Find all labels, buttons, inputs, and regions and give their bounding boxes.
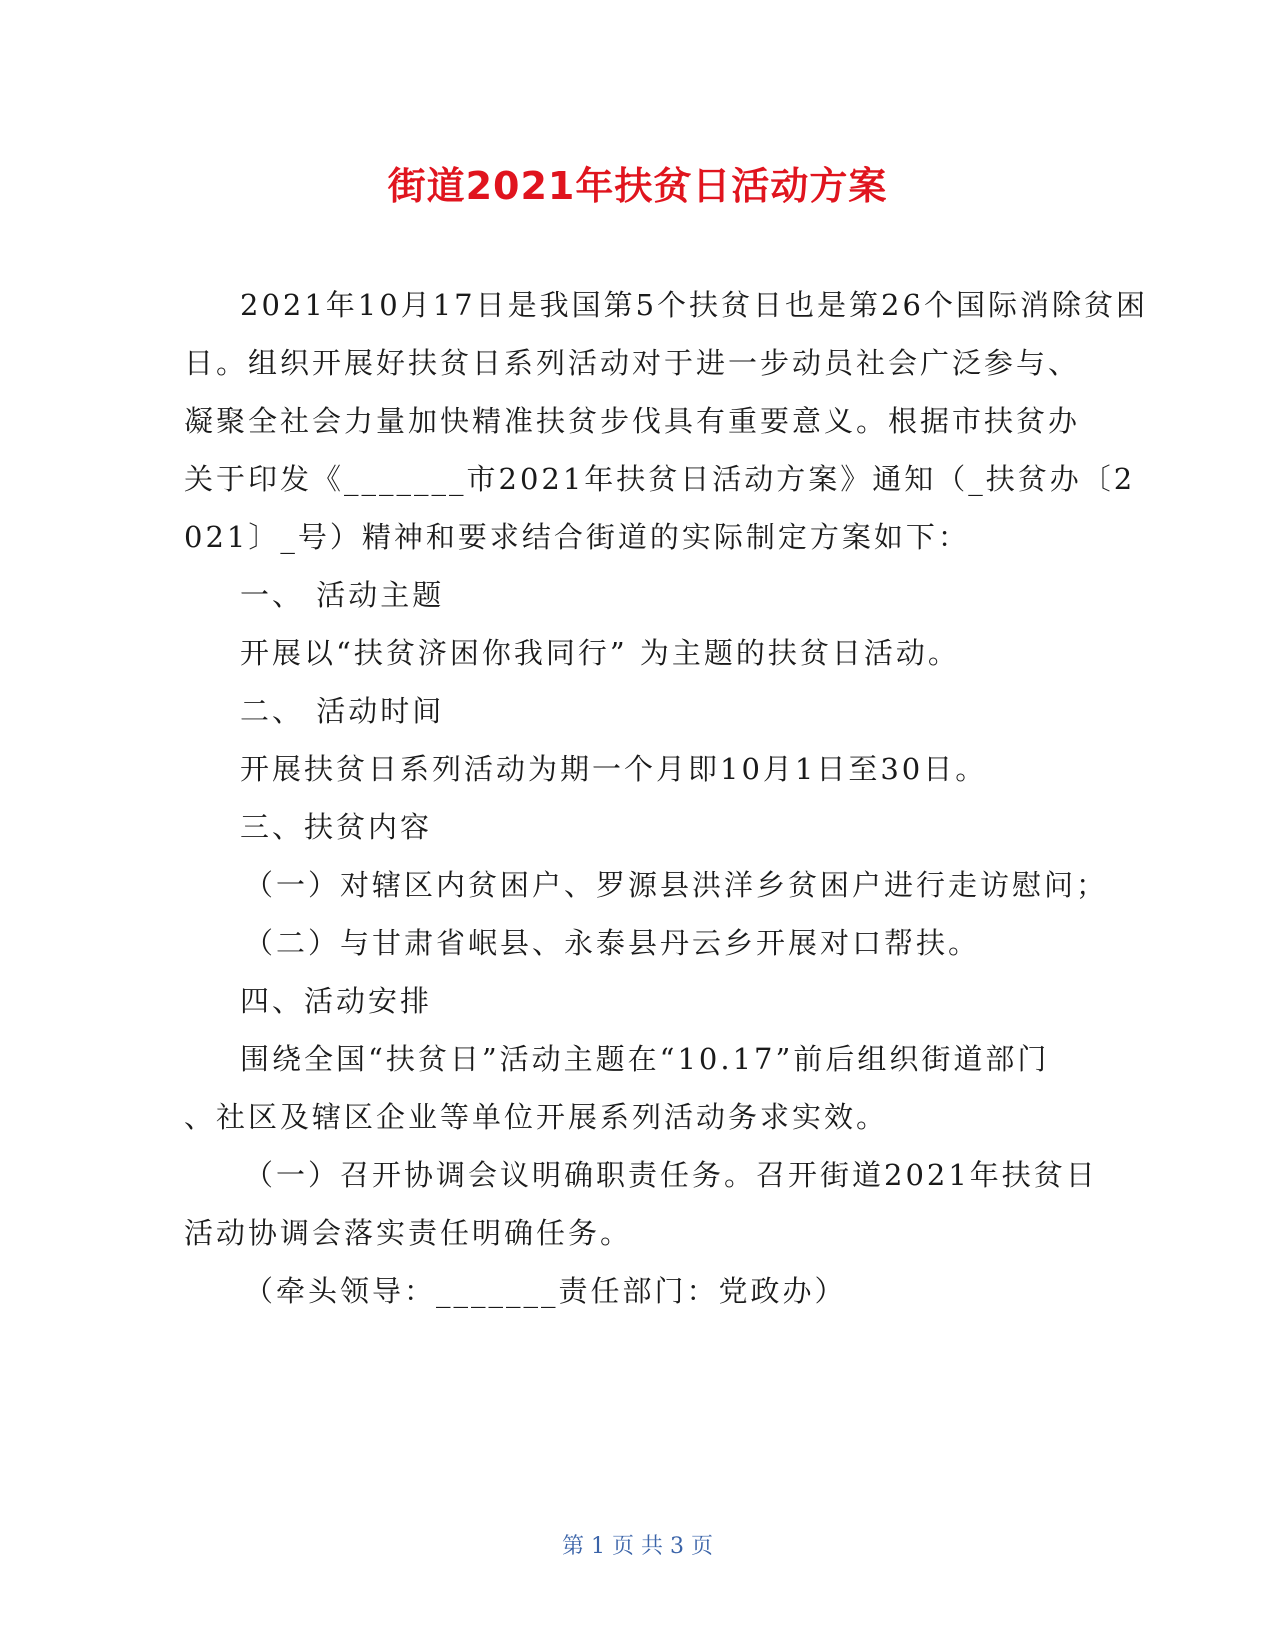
body-line-5: 021〕_号）精神和要求结合街道的实际制定方案如下： xyxy=(184,520,970,554)
body-line-arrangement-1: 围绕全国“扶贫日”活动主题在“10.17”前后组织街道部门 xyxy=(240,1042,1050,1076)
list-item-content-1: （一）对辖区内贫困户、罗源县洪洋乡贫困户进行走访慰问； xyxy=(244,868,1109,902)
section-heading-content: 三、扶贫内容 xyxy=(240,810,433,844)
body-line-meeting-2: 活动协调会落实责任明确任务。 xyxy=(184,1216,633,1250)
list-item-content-2: （二）与甘肃省岷县、永泰县丹云乡开展对口帮扶。 xyxy=(244,926,981,960)
section-heading-time: 二、 活动时间 xyxy=(240,694,445,728)
body-line-3: 凝聚全社会力量加快精准扶贫步伐具有重要意义。根据市扶贫办 xyxy=(184,404,1081,438)
section-heading-theme: 一、 活动主题 xyxy=(240,578,445,612)
page-footer: 第 1 页 共 3 页 xyxy=(562,1534,713,1559)
body-line-1: 2021年10月17日是我国第5个扶贫日也是第26个国际消除贫困 xyxy=(240,288,1148,322)
body-line-arrangement-2: 、社区及辖区企业等单位开展系列活动务求实效。 xyxy=(184,1100,889,1134)
body-line-2: 日。组织开展好扶贫日系列活动对于进一步动员社会广泛参与、 xyxy=(184,346,1081,380)
body-line-meeting-1: （一）召开协调会议明确职责任务。召开街道2021年扶贫日 xyxy=(244,1158,1098,1192)
body-line-time: 开展扶贫日系列活动为期一个月即10月1日至30日。 xyxy=(240,752,988,786)
section-heading-arrangement: 四、活动安排 xyxy=(240,984,433,1018)
body-line-4: 关于印发《_______市2021年扶贫日活动方案》通知（_扶贫办〔2 xyxy=(184,462,1136,496)
body-line-responsible: （牵头领导：_______责任部门：党政办） xyxy=(244,1274,847,1308)
document-title: 街道2021年扶贫日活动方案 xyxy=(387,164,888,208)
body-line-theme: 开展以“扶贫济困你我同行” 为主题的扶贫日活动。 xyxy=(240,636,960,670)
